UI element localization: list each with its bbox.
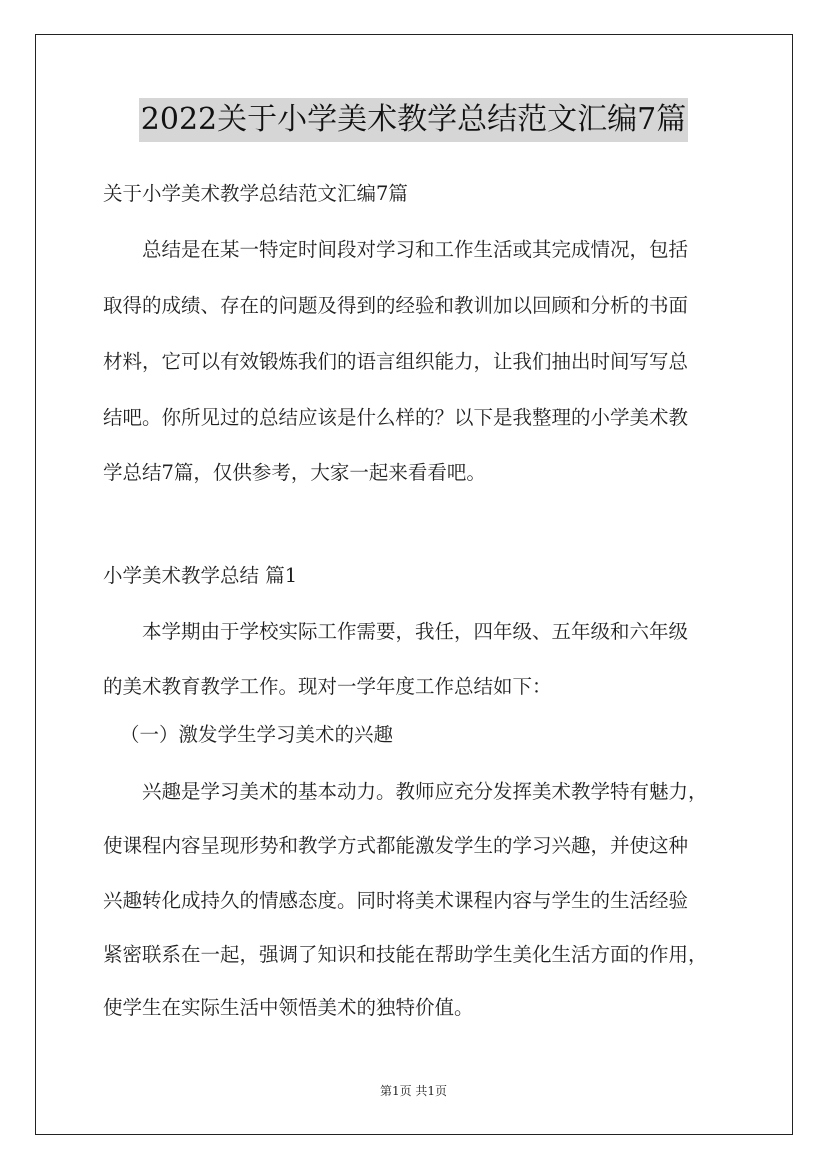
- document-subtitle: 关于小学美术教学总结范文汇编7篇: [103, 182, 408, 205]
- section-para2-line-3: 兴趣转化成持久的情感态度。同时将美术课程内容与学生的生活经验: [103, 889, 689, 912]
- section-para2-line-5: 使学生在实际生活中领悟美术的独特价值。: [103, 996, 474, 1019]
- section-para1-line-1: 本学期由于学校实际工作需要，我任，四年级、五年级和六年级: [142, 620, 689, 643]
- intro-line-2: 取得的成绩、存在的问题及得到的经验和教训加以回顾和分析的书面: [103, 294, 689, 317]
- intro-line-3: 材料，它可以有效锻炼我们的语言组织能力，让我们抽出时间写写总: [103, 350, 689, 373]
- intro-line-4: 结吧。你所见过的总结应该是什么样的？以下是我整理的小学美术教: [103, 406, 689, 429]
- section-para2-line-4: 紧密联系在一起，强调了知识和技能在帮助学生美化生活方面的作用，: [103, 943, 708, 966]
- title-container: [0, 98, 827, 142]
- section-para2-line-2: 使课程内容呈现形势和教学方式都能激发学生的学习兴趣，并使这种: [103, 834, 689, 857]
- document-title: 2022关于小学美术教学总结范文汇编7篇: [139, 98, 688, 142]
- section-para2-line-1: 兴趣是学习美术的基本动力。教师应充分发挥美术教学特有魅力，: [142, 780, 708, 803]
- section-heading: 小学美术教学总结 篇1: [103, 564, 298, 587]
- section-para1-line-2: 的美术教育教学工作。现对一学年度工作总结如下：: [103, 675, 552, 698]
- intro-line-1: 总结是在某一特定时间段对学习和工作生活或其完成情况，包括: [142, 238, 689, 261]
- intro-line-5: 学总结7篇，仅供参考，大家一起来看看吧。: [103, 461, 486, 484]
- page-footer: 第1页 共1页: [379, 1084, 448, 1098]
- sub-heading: （一）激发学生学习美术的兴趣: [120, 723, 394, 746]
